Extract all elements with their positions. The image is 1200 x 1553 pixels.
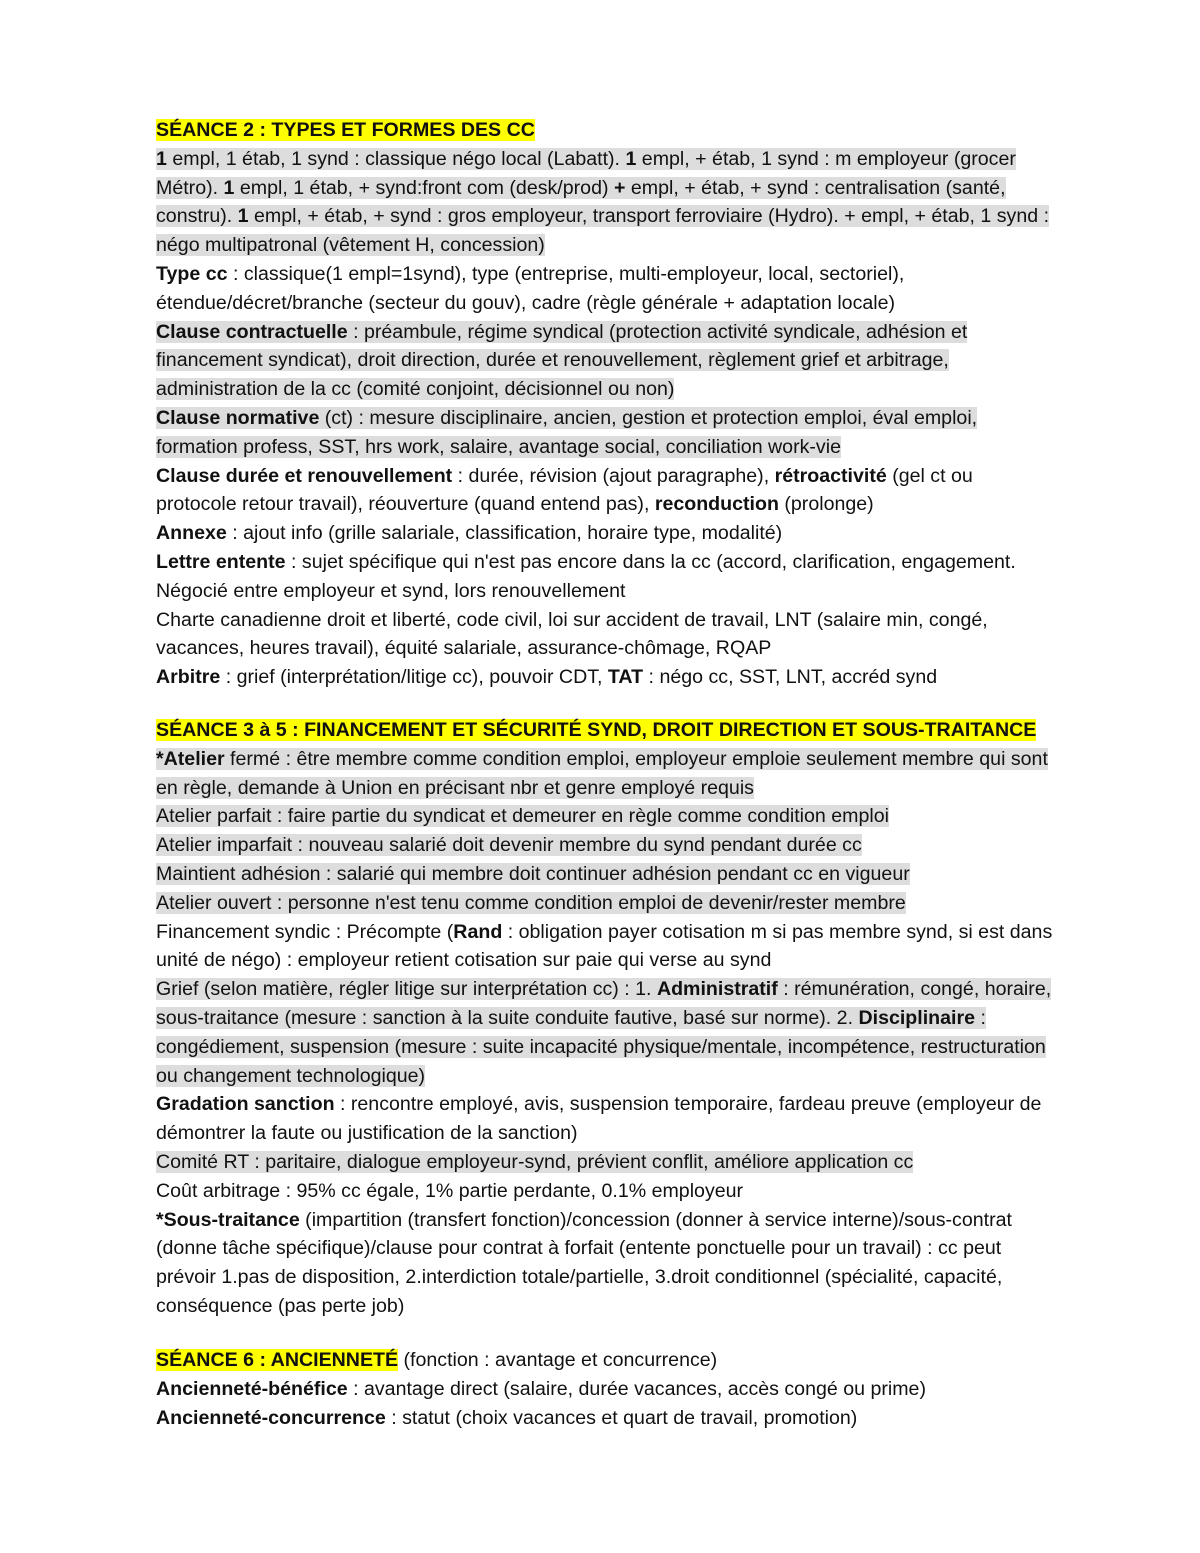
bold-term: 1	[156, 147, 167, 170]
text: : rémunération, congé, horaire, sous-traitance (mesure : sanction à la suite conduite fautive, basé sur norme). 2.	[156, 978, 1052, 1029]
paragraph-financement	[156, 918, 1056, 976]
text: : statut (choix vacances et quart de travail, promotion)	[385, 1406, 858, 1429]
bold-term: Lettre entente	[156, 550, 286, 573]
paragraph-atelier-parfait	[156, 802, 1056, 831]
section-seance-6	[156, 1346, 1056, 1432]
section-title: SÉANCE 2 : TYPES ET FORMES DES CC	[156, 119, 535, 141]
paragraph-anciennete-benefice	[156, 1375, 1056, 1404]
text: Comité RT : paritaire, dialogue employeur-synd, prévient conflit, améliore application cc	[156, 1150, 914, 1173]
text: : obligation payer cotisation m si pas membre synd, si est dans unité de négo) : employeur retient cotisation sur paie qui verse au synd	[156, 920, 1053, 972]
text: : classique(1 empl=1synd), type (entreprise, multi-employeur, local, sectoriel), étendue/décret/branche (secteur du gouv), cadre (règle générale + adaptation locale)	[156, 262, 905, 314]
bold-term: 1	[237, 205, 249, 228]
section-title: SÉANCE 6 : ANCIENNETÉ	[156, 1349, 399, 1371]
section-seance-2	[156, 116, 1056, 692]
bold-term: +	[613, 176, 626, 199]
text: empl, 1 étab, + synd:front com (desk/prod)	[234, 176, 614, 199]
bold-term: Gradation sanction	[156, 1093, 335, 1116]
bold-term: Annexe	[156, 522, 227, 545]
paragraph-arbitre	[156, 663, 1056, 692]
paragraph-grief	[156, 975, 1056, 1090]
paragraph-charte: Charte canadienne droit et liberté, code civil, loi sur accident de travail, LNT (salaire min, congé, vacances, heures travail), équité salariale, assurance-chômage, RQAP	[156, 608, 988, 660]
text: empl, + étab, + synd : gros employeur, transport ferroviaire (Hydro). + empl, + étab, 1 synd : négo multipatronal (vêtement H, concession)	[156, 205, 1050, 257]
bold-term: Disciplinaire	[858, 1006, 975, 1029]
bold-term: *Sous-traitance	[156, 1208, 300, 1231]
bold-term: Clause normative	[156, 406, 320, 429]
paragraph-clause-duree	[156, 462, 1056, 520]
bold-term: rétroactivité	[774, 464, 887, 487]
text: (gel ct ou protocole retour travail), réouverture (quand entend pas),	[156, 464, 973, 516]
paragraph-comite	[156, 1148, 1056, 1177]
text: (impartition (transfert fonction)/concession (donner à service interne)/sous-contrat (donne tâche spécifique)/clause pour contrat à forfait (entente ponctuelle pour un travail) : cc peut prévoir 1.pas de disposition, 2.interdiction totale/partielle, 3.droit conditionnel (spécialité, capacité, conséquence (pas perte job)	[156, 1208, 1012, 1317]
paragraph-type-cc	[156, 260, 1056, 318]
text: : ajout info (grille salariale, classification, horaire type, modalité)	[226, 522, 783, 545]
paragraph-gradation	[156, 1090, 1056, 1148]
text: : sujet spécifique qui n'est pas encore dans la cc (accord, clarification, engagement. Négocié entre employeur et synd, lors renouvellement	[156, 550, 1016, 602]
text: Atelier imparfait : nouveau salarié doit devenir membre du synd pendant durée cc	[156, 834, 862, 857]
paragraph-cout: Coût arbitrage : 95% cc égale, 1% partie perdante, 0.1% employeur	[156, 1179, 744, 1202]
text: Financement syndic : Précompte (	[156, 920, 454, 943]
bold-term: 1	[625, 147, 637, 170]
text: : durée, révision (ajout paragraphe),	[452, 464, 775, 487]
paragraph-clause-normative	[156, 404, 1056, 462]
paragraph-forms	[156, 145, 1056, 260]
bold-term: Arbitre	[156, 666, 221, 689]
bold-term: Rand	[453, 920, 503, 943]
bold-term: Clause contractuelle	[156, 320, 348, 343]
text: : congédiement, suspension (mesure : suite incapacité physique/mentale, incompétence, restructuration ou changement technologique)	[156, 1006, 1046, 1087]
bold-term: Clause durée et renouvellement	[156, 464, 453, 487]
paragraph-maintient	[156, 860, 1056, 889]
bold-term: reconduction	[654, 493, 779, 516]
text: empl, + étab, 1 synd : m employeur (grocer Métro).	[156, 147, 1016, 199]
section-title: SÉANCE 3 à 5 : FINANCEMENT ET SÉCURITÉ SYND, DROIT DIRECTION ET SOUS-TRAITANCE	[156, 719, 1037, 741]
text: : avantage direct (salaire, durée vacances, accès congé ou prime)	[347, 1377, 926, 1400]
text: Grief (selon matière, régler litige sur interprétation cc) : 1.	[156, 978, 657, 1001]
text: : négo cc, SST, LNT, accréd synd	[643, 666, 938, 689]
paragraph-lettre-entente	[156, 548, 1056, 606]
paragraph-clause-contractuelle	[156, 318, 1056, 404]
text: (prolonge)	[778, 493, 874, 516]
text: empl, + étab, + synd : centralisation (santé, constru).	[156, 176, 1006, 228]
paragraph-atelier-ferme	[156, 745, 1056, 803]
paragraph-annexe	[156, 519, 1056, 548]
paragraph-sous-traitance	[156, 1206, 1056, 1321]
section-seance-3-5	[156, 716, 1056, 1321]
text: Atelier parfait : faire partie du syndicat et demeurer en règle comme condition emploi	[156, 805, 889, 828]
bold-term: 1	[223, 176, 235, 199]
text: : préambule, régime syndical (protection activité syndicale, adhésion et financement syndicat), droit direction, durée et renouvellement, règlement grief et arbitrage, administration de la cc (comité conjoint, décisionnel ou non)	[156, 320, 968, 401]
text: (fonction : avantage et concurrence)	[398, 1349, 718, 1371]
bold-term: TAT	[607, 666, 644, 689]
text: : grief (interprétation/litige cc), pouvoir CDT,	[220, 666, 608, 689]
text: : rencontre employé, avis, suspension temporaire, fardeau preuve (employeur de démontrer la faute ou justification de la sanction)	[156, 1093, 1042, 1145]
text: Atelier ouvert : personne n'est tenu comme condition emploi de devenir/rester membre	[156, 891, 906, 914]
paragraph-anciennete-concurrence	[156, 1404, 1056, 1433]
text: fermé : être membre comme condition emploi, employeur emploie seulement membre qui sont en règle, demande à Union en précisant nbr et genre employé requis	[156, 747, 1048, 799]
text: (ct) : mesure disciplinaire, ancien, gestion et protection emploi, éval emploi, formation profess, SST, hrs work, salaire, avantage social, conciliation work-vie	[156, 406, 978, 458]
text: empl, 1 étab, 1 synd : classique négo local (Labatt).	[166, 147, 626, 170]
bold-term: *Atelier	[156, 747, 225, 770]
bold-term: Type cc	[156, 262, 228, 285]
paragraph-atelier-ouvert	[156, 889, 1056, 918]
text: Maintient adhésion : salarié qui membre doit continuer adhésion pendant cc en vigueur	[156, 862, 910, 885]
paragraph-atelier-imparfait	[156, 831, 1056, 860]
bold-term: Ancienneté-bénéfice	[156, 1377, 348, 1400]
bold-term: Administratif	[656, 978, 778, 1001]
bold-term: Ancienneté-concurrence	[156, 1406, 386, 1429]
